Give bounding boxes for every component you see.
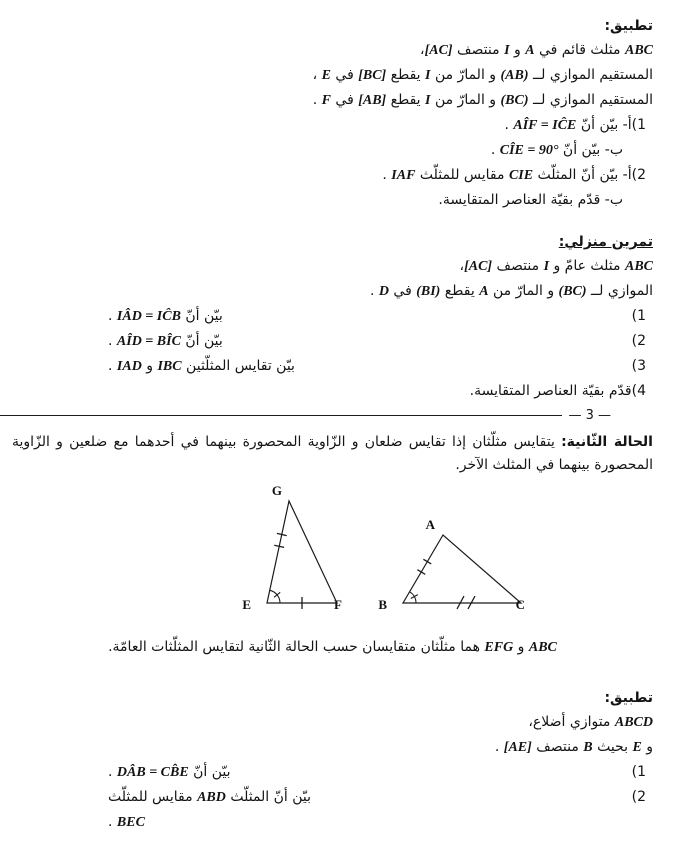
arabic-text: بيّن أنّ bbox=[180, 333, 223, 349]
intro-line bbox=[12, 279, 653, 304]
arabic-text: بيّن أنّ bbox=[188, 764, 231, 780]
application-2-section bbox=[12, 686, 653, 835]
math-token: AÎF = IĈE bbox=[513, 118, 577, 133]
math-token: E bbox=[321, 68, 331, 83]
arabic-text: . bbox=[108, 764, 117, 780]
arabic-text: ب- قدّم بقيّة العناصر المتقايسة. bbox=[438, 192, 623, 208]
math-token: [AC] bbox=[424, 43, 453, 58]
triangle-EGF-outline bbox=[267, 501, 337, 603]
intro-line bbox=[12, 63, 653, 88]
intro-line bbox=[12, 735, 653, 760]
math-token: DÂB = CB̂E bbox=[116, 765, 189, 780]
case2-body: يتقايس مثلّثان إذا تقايس ضلعان و الزّاوية المحصورة بينهما في أحدهما مع ضلعين و الزّاوية المحصورة بينهما في المثلث الآخر. bbox=[12, 434, 653, 473]
arabic-text: أ- بيّن أنّ المثلّث bbox=[533, 167, 632, 183]
item-text bbox=[504, 117, 631, 133]
triangles-svg bbox=[225, 483, 565, 629]
arabic-text: و bbox=[509, 42, 526, 58]
item-number: (1 bbox=[631, 764, 646, 780]
math-token: I bbox=[543, 259, 550, 274]
math-token: IBC bbox=[157, 359, 182, 374]
arabic-text: . bbox=[369, 283, 379, 299]
arabic-text: بحيث bbox=[592, 739, 633, 755]
exercise-item bbox=[12, 379, 653, 403]
exercise-item bbox=[12, 163, 653, 188]
arabic-text: الموازي لــ bbox=[586, 283, 653, 299]
page-footer-rule bbox=[0, 407, 673, 423]
math-token: IÂD = IĈB bbox=[116, 309, 181, 324]
item-text bbox=[491, 142, 623, 158]
arabic-text: بيّن أنّ المثلّث bbox=[225, 789, 312, 805]
arabic-text: . bbox=[504, 117, 514, 133]
math-token: ABC bbox=[624, 43, 653, 58]
exercise-item bbox=[12, 329, 653, 354]
arabic-text: . bbox=[108, 308, 117, 324]
triangles-figure bbox=[225, 483, 565, 633]
math-token: A bbox=[479, 284, 489, 299]
homework-title-text: تمرين منزلي: bbox=[558, 234, 653, 250]
arabic-text: . bbox=[490, 142, 500, 158]
exercise-subitem bbox=[12, 188, 653, 212]
arabic-text: ، bbox=[420, 42, 425, 58]
arabic-text: و bbox=[141, 358, 158, 374]
vertex-label-C: C bbox=[515, 597, 525, 612]
arabic-text: منتصف bbox=[452, 42, 505, 58]
triangle-ABC bbox=[378, 517, 525, 612]
arabic-text: أ- بيّن أنّ bbox=[576, 117, 632, 133]
arabic-text: . bbox=[312, 92, 322, 108]
math-token: ABC bbox=[528, 640, 557, 655]
vertex-label-G: G bbox=[271, 483, 282, 498]
math-token: EFG bbox=[484, 640, 514, 655]
arabic-text: في bbox=[388, 283, 417, 299]
math-token: [AB] bbox=[358, 93, 387, 108]
exercise-item-continuation bbox=[12, 810, 653, 835]
math-token: F bbox=[321, 93, 331, 108]
arabic-text: يقطع bbox=[386, 67, 426, 83]
math-token: ABC bbox=[624, 259, 653, 274]
math-token: ABCD bbox=[614, 715, 653, 730]
intro-line bbox=[12, 88, 653, 113]
side-AB-tick-2 bbox=[423, 559, 431, 564]
math-token: (BC) bbox=[500, 93, 529, 108]
horizontal-rule bbox=[0, 415, 562, 416]
application-2-title: تطبيق: bbox=[604, 690, 653, 706]
math-token: I bbox=[425, 93, 431, 108]
item-number: (2 bbox=[631, 167, 646, 183]
figure-caption bbox=[12, 635, 653, 660]
arabic-text: بيّن تقايس المثلّثين bbox=[181, 358, 295, 374]
math-token: I bbox=[504, 43, 510, 58]
arabic-text: المستقيم الموازي لــ bbox=[528, 92, 653, 108]
arabic-text: يقطع bbox=[440, 283, 480, 299]
item-number: (4 bbox=[631, 383, 646, 399]
math-token: [AE] bbox=[503, 740, 532, 755]
intro-line bbox=[12, 710, 653, 735]
item-number: (2 bbox=[631, 789, 646, 805]
arabic-text: . bbox=[382, 167, 392, 183]
arabic-text: ، bbox=[459, 258, 465, 274]
item-text bbox=[108, 354, 295, 379]
homework-section bbox=[12, 230, 653, 403]
case2-paragraph bbox=[12, 431, 653, 477]
math-token: E bbox=[632, 740, 642, 755]
math-token: (BC) bbox=[558, 284, 587, 299]
application-1-section bbox=[12, 14, 653, 212]
arabic-text: ب- بيّن أنّ bbox=[558, 142, 623, 158]
angle-B-arc-tick bbox=[411, 595, 418, 599]
item-number: (1 bbox=[631, 117, 646, 133]
math-token: IAF bbox=[391, 168, 416, 183]
arabic-text: و المارّ من bbox=[488, 283, 559, 299]
exercise-item bbox=[12, 354, 653, 379]
math-token: (AB) bbox=[500, 68, 529, 83]
math-token: I bbox=[425, 68, 431, 83]
arabic-text: ، bbox=[312, 67, 322, 83]
math-token: B bbox=[583, 740, 593, 755]
arabic-text: مقايس للمثلّث bbox=[415, 167, 509, 183]
arabic-text: المستقيم الموازي لــ bbox=[528, 67, 653, 83]
math-token: D bbox=[378, 284, 389, 299]
arabic-text: . bbox=[494, 739, 504, 755]
arabic-text: قدّم بقيّة العناصر المتقايسة. bbox=[469, 383, 632, 399]
arabic-text: في bbox=[330, 67, 359, 83]
arabic-text: و المارّ من bbox=[430, 92, 501, 108]
arabic-text: بيّن أنّ bbox=[180, 308, 223, 324]
item-text bbox=[470, 383, 632, 399]
item-text bbox=[108, 810, 145, 835]
exercise-item bbox=[12, 760, 653, 785]
arabic-text: مثلث عامّ و bbox=[549, 258, 625, 274]
math-token: IAD bbox=[116, 359, 142, 374]
item-text bbox=[108, 760, 231, 785]
arabic-text: و bbox=[641, 739, 653, 755]
intro-line bbox=[12, 254, 653, 279]
math-token: A bbox=[525, 43, 535, 58]
item-text bbox=[108, 329, 223, 354]
item-text bbox=[438, 192, 623, 208]
triangle-EGF bbox=[242, 483, 342, 612]
item-text bbox=[382, 167, 631, 183]
triangle-ABC-outline bbox=[403, 535, 521, 603]
math-token: BEC bbox=[116, 815, 145, 830]
math-token: [AC] bbox=[464, 259, 493, 274]
math-token: [BC] bbox=[358, 68, 387, 83]
arabic-text: و bbox=[513, 639, 529, 655]
exercise-subitem bbox=[12, 138, 653, 163]
math-token: CÎE = 90° bbox=[499, 143, 559, 158]
item-number: (3 bbox=[631, 358, 646, 374]
vertex-label-A: A bbox=[425, 517, 435, 532]
side-AB-tick-1 bbox=[417, 570, 425, 575]
arabic-text: و المارّ من bbox=[430, 67, 501, 83]
application-1-title: تطبيق: bbox=[604, 18, 653, 34]
arabic-text: هما مثلّثان متقايسان حسب الحالة الثّانية لتقايس المثلّثات العامّة. bbox=[108, 639, 485, 655]
arabic-text: في bbox=[330, 92, 359, 108]
vertex-label-E: E bbox=[242, 597, 251, 612]
exercise-item bbox=[12, 113, 653, 138]
item-text bbox=[108, 304, 223, 329]
arabic-text: . bbox=[108, 814, 117, 830]
case2-lead: الحالة الثّانية: bbox=[561, 434, 653, 450]
intro-line bbox=[12, 38, 653, 63]
arabic-text: منتصف bbox=[492, 258, 544, 274]
math-token: ABD bbox=[197, 790, 226, 805]
item-number: (2 bbox=[631, 333, 646, 349]
vertex-label-F: F bbox=[334, 597, 342, 612]
exercise-item bbox=[12, 304, 653, 329]
item-number: (1 bbox=[631, 308, 646, 324]
arabic-text: مقايس للمثلّث bbox=[108, 789, 198, 805]
arabic-text: . bbox=[108, 358, 117, 374]
arabic-text: يقطع bbox=[386, 92, 426, 108]
item-text bbox=[108, 785, 311, 810]
arabic-text: متوازي أضلاع، bbox=[528, 714, 615, 730]
exercise-item bbox=[12, 785, 653, 810]
math-token: AÎD = BÎC bbox=[116, 334, 181, 349]
homework-title bbox=[12, 230, 653, 254]
math-token: (BI) bbox=[416, 284, 441, 299]
page-number: — 3 — bbox=[568, 407, 611, 423]
math-token: CIE bbox=[508, 168, 534, 183]
vertex-label-B: B bbox=[378, 597, 387, 612]
arabic-text: مثلث قائم في bbox=[534, 42, 625, 58]
arabic-text: منتصف bbox=[531, 739, 584, 755]
arabic-text: . bbox=[108, 333, 117, 349]
